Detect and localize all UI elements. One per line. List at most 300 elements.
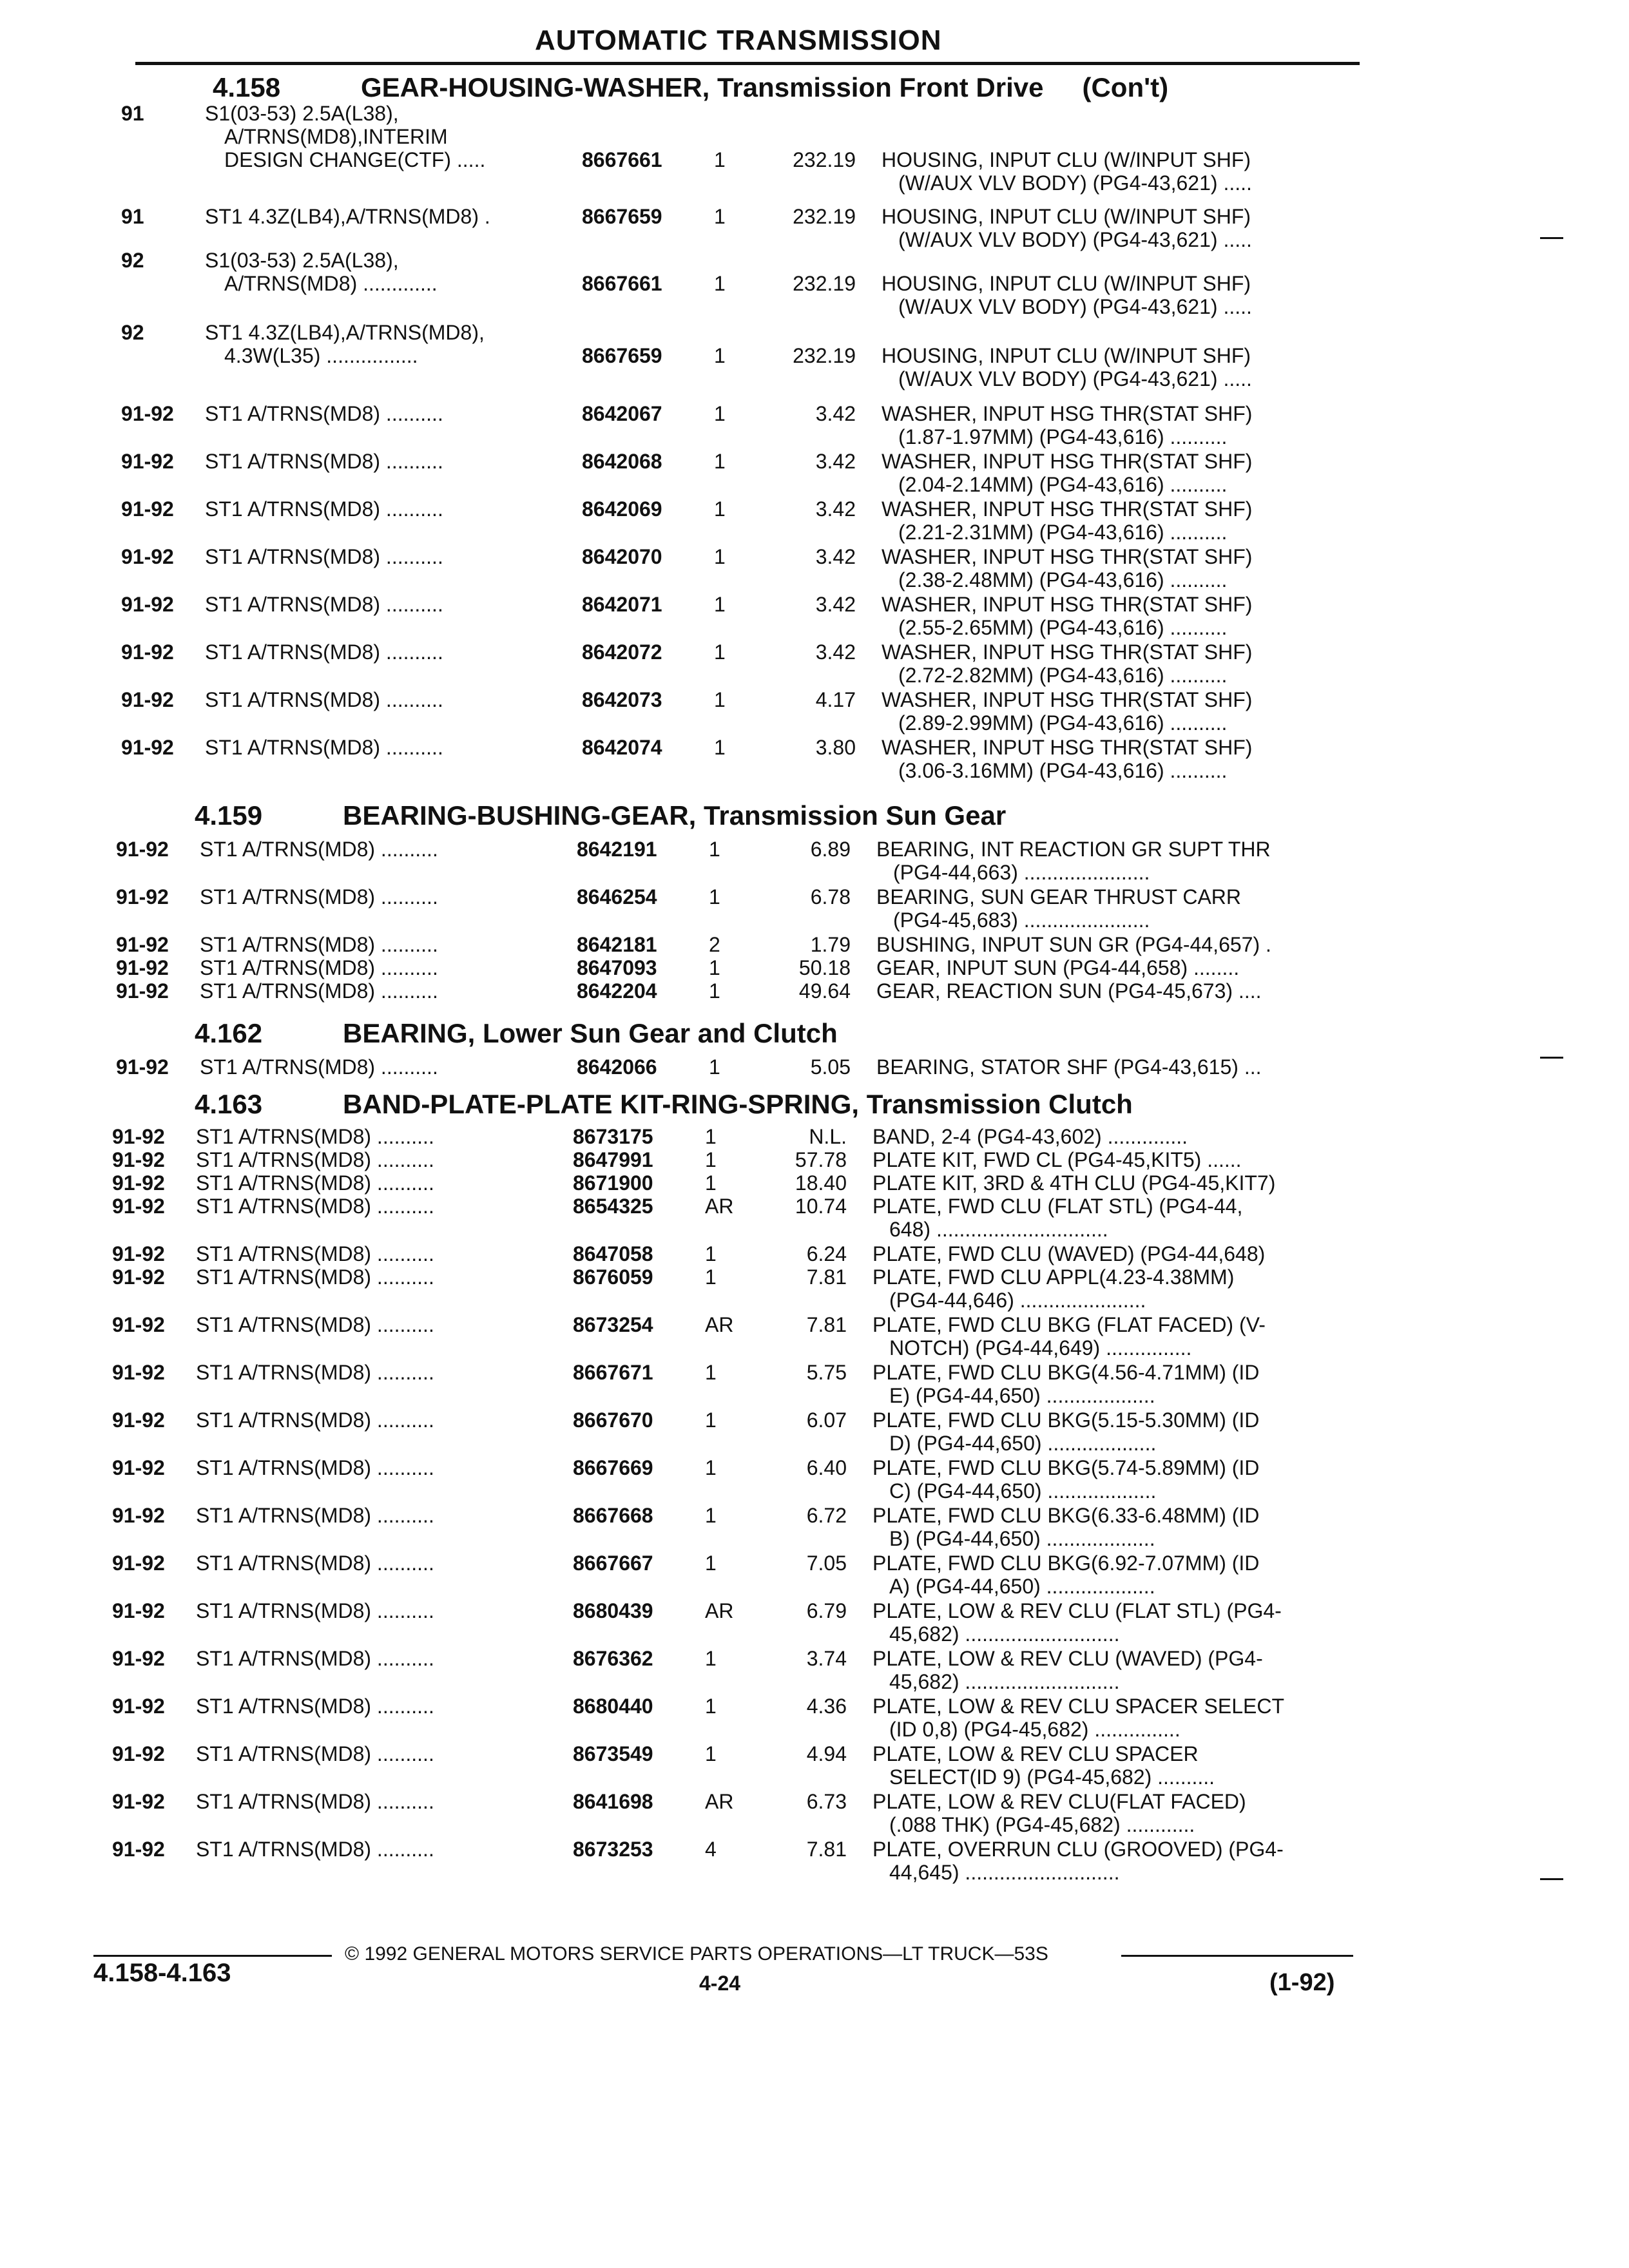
model-years: 91-92 bbox=[121, 497, 174, 521]
application bbox=[196, 1742, 434, 1765]
model-years: 91-92 bbox=[112, 1599, 165, 1622]
model-years: 91-92 bbox=[116, 1055, 169, 1079]
application-line: DESIGN CHANGE(CTF) ..... bbox=[224, 148, 486, 171]
page-number: 4-24 bbox=[699, 1972, 741, 1995]
application-line: ST1 A/TRNS(MD8) .......... bbox=[196, 1504, 434, 1527]
model-years: 91-92 bbox=[116, 885, 169, 908]
footer-rule-left bbox=[93, 1955, 332, 1957]
description-line: WASHER, INPUT HSG THR(STAT SHF) bbox=[882, 736, 1253, 759]
application bbox=[200, 956, 438, 979]
part-description bbox=[872, 1456, 1259, 1503]
section-heading bbox=[195, 800, 1006, 831]
list-price: 7.81 bbox=[806, 1838, 847, 1861]
part-number: 8680439 bbox=[573, 1599, 653, 1622]
part-description bbox=[882, 148, 1252, 195]
description-line: (.088 THK) (PG4-45,682) ............ bbox=[889, 1813, 1195, 1836]
part-description bbox=[876, 979, 1261, 1003]
description-line: PLATE, LOW & REV CLU (FLAT STL) (PG4- bbox=[872, 1599, 1282, 1622]
description-line: 44,645) ........................... bbox=[889, 1861, 1120, 1884]
part-description bbox=[876, 1055, 1261, 1079]
part-number: 8676362 bbox=[573, 1647, 653, 1670]
application bbox=[196, 1599, 434, 1622]
application-line: ST1 A/TRNS(MD8) .......... bbox=[205, 402, 443, 425]
description-line: GEAR, REACTION SUN (PG4-45,673) .... bbox=[876, 979, 1262, 1003]
list-price: 3.42 bbox=[815, 593, 856, 616]
list-price: 4.17 bbox=[815, 688, 856, 711]
application bbox=[200, 979, 438, 1003]
list-price: 7.81 bbox=[806, 1313, 847, 1336]
list-price: 6.40 bbox=[806, 1456, 847, 1479]
list-price: 18.40 bbox=[795, 1171, 847, 1195]
description-line: BUSHING, INPUT SUN GR (PG4-44,657) . bbox=[876, 933, 1271, 956]
quantity: 1 bbox=[709, 838, 720, 861]
part-description bbox=[882, 640, 1252, 687]
quantity: 1 bbox=[714, 450, 726, 473]
section-title: BEARING-BUSHING-GEAR, Transmission Sun Gear bbox=[343, 800, 1007, 831]
application-line: ST1 A/TRNS(MD8) .......... bbox=[196, 1552, 434, 1575]
description-line: PLATE, LOW & REV CLU(FLAT FACED) bbox=[872, 1790, 1246, 1813]
part-description bbox=[872, 1171, 1275, 1195]
description-line: (W/AUX VLV BODY) (PG4-43,621) ..... bbox=[898, 367, 1252, 390]
description-line: (PG4-45,683) ...................... bbox=[893, 908, 1150, 932]
application-line: ST1 A/TRNS(MD8) .......... bbox=[205, 593, 443, 616]
quantity: 1 bbox=[705, 1148, 717, 1171]
part-number: 8647058 bbox=[573, 1242, 653, 1265]
list-price: 4.94 bbox=[806, 1742, 847, 1765]
quantity: 1 bbox=[714, 688, 726, 711]
part-number: 8680440 bbox=[573, 1695, 653, 1718]
list-price: 6.79 bbox=[806, 1599, 847, 1622]
application bbox=[196, 1456, 434, 1479]
description-line: (2.21-2.31MM) (PG4-43,616) .......... bbox=[898, 521, 1228, 544]
list-price: 50.18 bbox=[798, 956, 851, 979]
model-years: 91-92 bbox=[112, 1504, 165, 1527]
application bbox=[196, 1265, 434, 1289]
application bbox=[196, 1838, 434, 1861]
description-line: PLATE, LOW & REV CLU SPACER SELECT bbox=[872, 1695, 1284, 1718]
application bbox=[196, 1242, 434, 1265]
application bbox=[205, 402, 443, 425]
quantity: 1 bbox=[705, 1242, 717, 1265]
list-price: 3.42 bbox=[815, 450, 856, 473]
model-years: 91-92 bbox=[112, 1408, 165, 1432]
part-description bbox=[882, 545, 1252, 591]
description-line: (W/AUX VLV BODY) (PG4-43,621) ..... bbox=[898, 295, 1252, 318]
application-line: ST1 A/TRNS(MD8) .......... bbox=[205, 688, 443, 711]
quantity: 1 bbox=[714, 640, 726, 664]
list-price: 5.05 bbox=[810, 1055, 851, 1079]
application-line: ST1 A/TRNS(MD8) .......... bbox=[196, 1148, 434, 1171]
model-years: 91-92 bbox=[112, 1790, 165, 1813]
part-description bbox=[872, 1408, 1259, 1455]
application-line: ST1 A/TRNS(MD8) .......... bbox=[205, 545, 443, 568]
description-line: BEARING, STATOR SHF (PG4-43,615) ... bbox=[876, 1055, 1262, 1079]
part-number: 8642066 bbox=[577, 1055, 657, 1079]
section-number: 4.159 bbox=[195, 800, 263, 831]
part-description bbox=[882, 205, 1252, 251]
application bbox=[196, 1361, 434, 1384]
description-line: PLATE, OVERRUN CLU (GROOVED) (PG4- bbox=[872, 1838, 1284, 1861]
list-price: 3.80 bbox=[815, 736, 856, 759]
part-number: 8642181 bbox=[577, 933, 657, 956]
part-description bbox=[872, 1647, 1263, 1693]
list-price: 6.73 bbox=[806, 1790, 847, 1813]
list-price: 3.74 bbox=[806, 1647, 847, 1670]
quantity: 1 bbox=[714, 148, 726, 171]
description-line: PLATE, FWD CLU BKG(5.74-5.89MM) (ID bbox=[872, 1456, 1260, 1479]
application bbox=[200, 933, 438, 956]
application-line: ST1 4.3Z(LB4),A/TRNS(MD8), bbox=[205, 321, 485, 344]
description-line: HOUSING, INPUT CLU (W/INPUT SHF) bbox=[882, 272, 1251, 295]
description-line: C) (PG4-44,650) ................... bbox=[889, 1479, 1157, 1503]
application bbox=[196, 1504, 434, 1527]
margin-tick bbox=[1540, 1878, 1563, 1880]
application-line: ST1 A/TRNS(MD8) .......... bbox=[196, 1647, 434, 1670]
part-number: 8642067 bbox=[582, 402, 662, 425]
part-description bbox=[872, 1265, 1234, 1312]
application-line: ST1 A/TRNS(MD8) .......... bbox=[196, 1195, 434, 1218]
application-line: ST1 A/TRNS(MD8) .......... bbox=[196, 1456, 434, 1479]
list-price: 6.07 bbox=[806, 1408, 847, 1432]
copyright-line: © 1992 GENERAL MOTORS SERVICE PARTS OPERATIONS—LT TRUCK—53S bbox=[345, 1943, 1048, 1965]
running-head: AUTOMATIC TRANSMISSION bbox=[535, 24, 942, 56]
model-years: 91-92 bbox=[112, 1265, 165, 1289]
application bbox=[196, 1695, 434, 1718]
part-number: 8673253 bbox=[573, 1838, 653, 1861]
part-number: 8667669 bbox=[573, 1456, 653, 1479]
application-line: ST1 A/TRNS(MD8) .......... bbox=[196, 1695, 434, 1718]
part-description bbox=[876, 956, 1239, 979]
quantity: 1 bbox=[714, 545, 726, 568]
part-number: 8667661 bbox=[582, 272, 662, 295]
part-number: 8641698 bbox=[573, 1790, 653, 1813]
application bbox=[200, 1055, 438, 1079]
section-number: 4.163 bbox=[195, 1089, 263, 1119]
header-rule bbox=[135, 62, 1360, 65]
model-years: 91-92 bbox=[121, 593, 174, 616]
list-price: 6.78 bbox=[810, 885, 851, 908]
part-description bbox=[872, 1148, 1242, 1171]
section-heading bbox=[213, 72, 1168, 103]
part-number: 8642074 bbox=[582, 736, 662, 759]
application-line: ST1 A/TRNS(MD8) .......... bbox=[200, 1055, 438, 1079]
section-title: BEARING, Lower Sun Gear and Clutch bbox=[343, 1018, 838, 1048]
part-number: 8646254 bbox=[577, 885, 657, 908]
application bbox=[205, 736, 443, 759]
description-line: PLATE, LOW & REV CLU SPACER bbox=[872, 1742, 1199, 1765]
part-description bbox=[876, 933, 1271, 956]
list-price: 5.75 bbox=[806, 1361, 847, 1384]
quantity: 4 bbox=[705, 1838, 717, 1861]
list-price: 232.19 bbox=[793, 205, 856, 228]
application-line: ST1 A/TRNS(MD8) .......... bbox=[200, 885, 438, 908]
model-years: 92 bbox=[121, 249, 144, 272]
application-line: ST1 A/TRNS(MD8) .......... bbox=[196, 1361, 434, 1384]
part-description bbox=[872, 1552, 1259, 1598]
application-line: ST1 A/TRNS(MD8) .......... bbox=[200, 979, 438, 1003]
quantity: 1 bbox=[709, 979, 720, 1003]
part-description bbox=[872, 1361, 1259, 1407]
description-line: WASHER, INPUT HSG THR(STAT SHF) bbox=[882, 545, 1253, 568]
quantity: 1 bbox=[714, 402, 726, 425]
description-line: HOUSING, INPUT CLU (W/INPUT SHF) bbox=[882, 205, 1251, 228]
description-line: WASHER, INPUT HSG THR(STAT SHF) bbox=[882, 402, 1253, 425]
description-line: PLATE, FWD CLU BKG(6.92-7.07MM) (ID bbox=[872, 1552, 1260, 1575]
part-description bbox=[882, 736, 1252, 782]
list-price: 3.42 bbox=[815, 545, 856, 568]
part-number: 8667671 bbox=[573, 1361, 653, 1384]
list-price: 7.05 bbox=[806, 1552, 847, 1575]
model-years: 91-92 bbox=[112, 1148, 165, 1171]
quantity: 1 bbox=[705, 1265, 717, 1289]
description-line: NOTCH) (PG4-44,649) ............... bbox=[889, 1336, 1192, 1360]
quantity: 2 bbox=[709, 933, 720, 956]
model-years: 91-92 bbox=[121, 545, 174, 568]
description-line: BEARING, INT REACTION GR SUPT THR bbox=[876, 838, 1271, 861]
model-years: 91-92 bbox=[116, 933, 169, 956]
quantity: 1 bbox=[705, 1504, 717, 1527]
part-description bbox=[872, 1599, 1282, 1646]
part-number: 8667659 bbox=[582, 344, 662, 367]
application-line: S1(03-53) 2.5A(L38), bbox=[205, 102, 399, 125]
description-line: GEAR, INPUT SUN (PG4-44,658) ........ bbox=[876, 956, 1240, 979]
part-number: 8647991 bbox=[573, 1148, 653, 1171]
list-price: 232.19 bbox=[793, 344, 856, 367]
model-years: 92 bbox=[121, 321, 144, 344]
part-number: 8667668 bbox=[573, 1504, 653, 1527]
part-number: 8673254 bbox=[573, 1313, 653, 1336]
part-number: 8667667 bbox=[573, 1552, 653, 1575]
description-line: PLATE, FWD CLU (WAVED) (PG4-44,648) bbox=[872, 1242, 1266, 1265]
list-price: 10.74 bbox=[795, 1195, 847, 1218]
model-years: 91-92 bbox=[116, 956, 169, 979]
application bbox=[205, 688, 443, 711]
quantity: 1 bbox=[709, 1055, 720, 1079]
application bbox=[205, 321, 485, 367]
section-range: 4.158-4.163 bbox=[93, 1959, 231, 1987]
model-years: 91-92 bbox=[112, 1125, 165, 1148]
part-number: 8673175 bbox=[573, 1125, 653, 1148]
quantity: 1 bbox=[709, 885, 720, 908]
description-line: (3.06-3.16MM) (PG4-43,616) .......... bbox=[898, 759, 1228, 782]
description-line: (2.89-2.99MM) (PG4-43,616) .......... bbox=[898, 711, 1228, 735]
model-years: 91-92 bbox=[112, 1456, 165, 1479]
part-number: 8642070 bbox=[582, 545, 662, 568]
section-number: 4.158 bbox=[213, 72, 281, 102]
description-line: PLATE, FWD CLU BKG(6.33-6.48MM) (ID bbox=[872, 1504, 1260, 1527]
description-line: SELECT(ID 9) (PG4-45,682) .......... bbox=[889, 1765, 1215, 1789]
description-line: A) (PG4-44,650) ................... bbox=[889, 1575, 1155, 1598]
section-continued: (Con't) bbox=[1082, 72, 1169, 102]
application bbox=[205, 205, 490, 228]
description-line: E) (PG4-44,650) ................... bbox=[889, 1384, 1155, 1407]
application-line: S1(03-53) 2.5A(L38), bbox=[205, 249, 399, 272]
quantity: AR bbox=[705, 1790, 734, 1813]
description-line: (ID 0,8) (PG4-45,682) ............... bbox=[889, 1718, 1181, 1741]
part-number: 8647093 bbox=[577, 956, 657, 979]
list-price: 6.72 bbox=[806, 1504, 847, 1527]
part-description bbox=[882, 450, 1252, 496]
list-price: 232.19 bbox=[793, 148, 856, 171]
application bbox=[196, 1552, 434, 1575]
part-description bbox=[882, 272, 1252, 318]
part-number: 8673549 bbox=[573, 1742, 653, 1765]
application bbox=[205, 593, 443, 616]
model-years: 91-92 bbox=[112, 1838, 165, 1861]
part-description bbox=[872, 1838, 1284, 1884]
quantity: 1 bbox=[705, 1408, 717, 1432]
application-line: ST1 A/TRNS(MD8) .......... bbox=[205, 450, 443, 473]
description-line: B) (PG4-44,650) ................... bbox=[889, 1527, 1155, 1550]
application-line: ST1 A/TRNS(MD8) .......... bbox=[200, 956, 438, 979]
part-number: 8671900 bbox=[573, 1171, 653, 1195]
list-price: 1.79 bbox=[810, 933, 851, 956]
application bbox=[205, 640, 443, 664]
list-price: 6.89 bbox=[810, 838, 851, 861]
model-years: 91-92 bbox=[121, 736, 174, 759]
model-years: 91-92 bbox=[121, 402, 174, 425]
quantity: 1 bbox=[705, 1171, 717, 1195]
part-description bbox=[872, 1313, 1266, 1360]
application-line: ST1 A/TRNS(MD8) .......... bbox=[196, 1790, 434, 1813]
application-line: A/TRNS(MD8) ............. bbox=[224, 272, 438, 295]
section-title: BAND-PLATE-PLATE KIT-RING-SPRING, Transmission Clutch bbox=[343, 1089, 1133, 1119]
quantity: AR bbox=[705, 1313, 734, 1336]
quantity: AR bbox=[705, 1195, 734, 1218]
quantity: 1 bbox=[705, 1361, 717, 1384]
model-years: 91-92 bbox=[112, 1742, 165, 1765]
model-years: 91-92 bbox=[116, 979, 169, 1003]
part-number: 8642191 bbox=[577, 838, 657, 861]
quantity: 1 bbox=[705, 1552, 717, 1575]
application-line: ST1 A/TRNS(MD8) .......... bbox=[196, 1408, 434, 1432]
footer-rule-right bbox=[1121, 1955, 1353, 1957]
part-number: 8667659 bbox=[582, 205, 662, 228]
part-description bbox=[872, 1242, 1265, 1265]
description-line: 45,682) ........................... bbox=[889, 1622, 1120, 1646]
application bbox=[196, 1313, 434, 1336]
description-line: PLATE KIT, 3RD & 4TH CLU (PG4-45,KIT7) bbox=[872, 1171, 1276, 1195]
application-line: ST1 A/TRNS(MD8) .......... bbox=[196, 1265, 434, 1289]
model-years: 91-92 bbox=[112, 1195, 165, 1218]
application bbox=[205, 497, 443, 521]
application-line: ST1 A/TRNS(MD8) .......... bbox=[196, 1125, 434, 1148]
application bbox=[196, 1790, 434, 1813]
application-line: ST1 A/TRNS(MD8) .......... bbox=[205, 640, 443, 664]
part-description bbox=[872, 1742, 1215, 1789]
description-line: (2.72-2.82MM) (PG4-43,616) .......... bbox=[898, 664, 1228, 687]
part-description bbox=[882, 593, 1252, 639]
description-line: BEARING, SUN GEAR THRUST CARR bbox=[876, 885, 1242, 908]
list-price: 3.42 bbox=[815, 402, 856, 425]
list-price: N.L. bbox=[809, 1125, 847, 1148]
application bbox=[196, 1647, 434, 1670]
part-description bbox=[882, 402, 1252, 448]
application-line: ST1 A/TRNS(MD8) .......... bbox=[200, 838, 438, 861]
model-years: 91-92 bbox=[112, 1242, 165, 1265]
section-heading bbox=[195, 1089, 1133, 1120]
description-line: (W/AUX VLV BODY) (PG4-43,621) ..... bbox=[898, 171, 1252, 195]
description-line: PLATE, FWD CLU BKG (FLAT FACED) (V- bbox=[872, 1313, 1266, 1336]
part-number: 8642073 bbox=[582, 688, 662, 711]
part-number: 8642068 bbox=[582, 450, 662, 473]
description-line: (PG4-44,663) ...................... bbox=[893, 861, 1150, 884]
part-description bbox=[872, 1504, 1259, 1550]
margin-tick bbox=[1540, 237, 1563, 239]
model-years: 91-92 bbox=[121, 688, 174, 711]
application-line: ST1 A/TRNS(MD8) .......... bbox=[196, 1742, 434, 1765]
application-line: A/TRNS(MD8),INTERIM bbox=[224, 125, 448, 148]
quantity: 1 bbox=[714, 736, 726, 759]
quantity: 1 bbox=[705, 1742, 717, 1765]
description-line: (2.55-2.65MM) (PG4-43,616) .......... bbox=[898, 616, 1228, 639]
part-number: 8667670 bbox=[573, 1408, 653, 1432]
description-line: WASHER, INPUT HSG THR(STAT SHF) bbox=[882, 688, 1253, 711]
application bbox=[196, 1171, 434, 1195]
part-number: 8642071 bbox=[582, 593, 662, 616]
description-line: WASHER, INPUT HSG THR(STAT SHF) bbox=[882, 497, 1253, 521]
part-description bbox=[872, 1695, 1284, 1741]
application bbox=[196, 1148, 434, 1171]
revision-date: (1-92) bbox=[1269, 1969, 1335, 1996]
application-line: ST1 A/TRNS(MD8) .......... bbox=[196, 1171, 434, 1195]
description-line: (2.04-2.14MM) (PG4-43,616) .......... bbox=[898, 473, 1228, 496]
quantity: 1 bbox=[714, 497, 726, 521]
model-years: 91 bbox=[121, 205, 144, 228]
model-years: 91-92 bbox=[112, 1552, 165, 1575]
margin-tick bbox=[1540, 1057, 1563, 1059]
description-line: HOUSING, INPUT CLU (W/INPUT SHF) bbox=[882, 148, 1251, 171]
model-years: 91 bbox=[121, 102, 144, 125]
list-price: 57.78 bbox=[795, 1148, 847, 1171]
quantity: 1 bbox=[709, 956, 720, 979]
description-line: WASHER, INPUT HSG THR(STAT SHF) bbox=[882, 593, 1253, 616]
model-years: 91-92 bbox=[112, 1361, 165, 1384]
quantity: 1 bbox=[714, 344, 726, 367]
part-number: 8642069 bbox=[582, 497, 662, 521]
quantity: 1 bbox=[714, 272, 726, 295]
model-years: 91-92 bbox=[112, 1647, 165, 1670]
part-description bbox=[872, 1195, 1242, 1241]
application-line: ST1 A/TRNS(MD8) .......... bbox=[205, 736, 443, 759]
quantity: 1 bbox=[714, 205, 726, 228]
part-description bbox=[882, 497, 1252, 544]
quantity: 1 bbox=[705, 1695, 717, 1718]
description-line: PLATE, FWD CLU BKG(5.15-5.30MM) (ID bbox=[872, 1408, 1260, 1432]
application-line: ST1 A/TRNS(MD8) .......... bbox=[196, 1599, 434, 1622]
section-number: 4.162 bbox=[195, 1018, 263, 1048]
description-line: (PG4-44,646) ...................... bbox=[889, 1289, 1146, 1312]
application-line: ST1 A/TRNS(MD8) .......... bbox=[205, 497, 443, 521]
list-price: 3.42 bbox=[815, 497, 856, 521]
application-line: ST1 4.3Z(LB4),A/TRNS(MD8) . bbox=[205, 205, 490, 228]
part-number: 8642072 bbox=[582, 640, 662, 664]
quantity: 1 bbox=[705, 1456, 717, 1479]
section-title: GEAR-HOUSING-WASHER, Transmission Front Drive bbox=[361, 72, 1044, 102]
list-price: 4.36 bbox=[806, 1695, 847, 1718]
description-line: WASHER, INPUT HSG THR(STAT SHF) bbox=[882, 450, 1253, 473]
description-line: (W/AUX VLV BODY) (PG4-43,621) ..... bbox=[898, 228, 1252, 251]
part-description bbox=[872, 1790, 1246, 1836]
part-description bbox=[872, 1125, 1188, 1148]
description-line: PLATE, FWD CLU BKG(4.56-4.71MM) (ID bbox=[872, 1361, 1260, 1384]
list-price: 3.42 bbox=[815, 640, 856, 664]
model-years: 91-92 bbox=[116, 838, 169, 861]
section-heading bbox=[195, 1018, 838, 1049]
description-line: BAND, 2-4 (PG4-43,602) .............. bbox=[872, 1125, 1188, 1148]
application bbox=[205, 249, 438, 295]
application bbox=[205, 450, 443, 473]
